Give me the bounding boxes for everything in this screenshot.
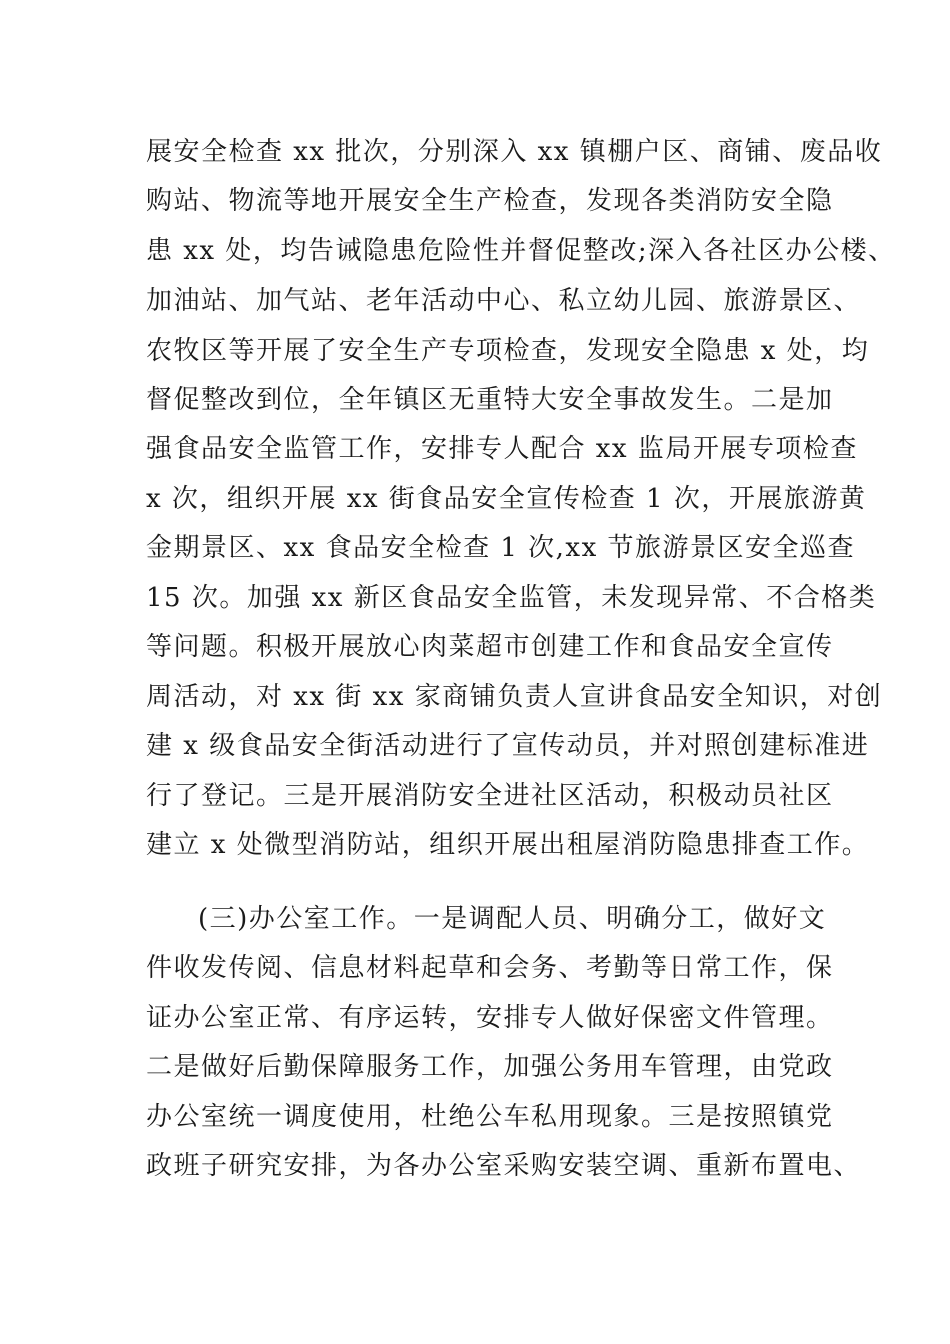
text-line: 农牧区等开展了安全生产专项检查，发现安全隐患 x 处，均 [146, 336, 870, 366]
text-line: 等问题。积极开展放心肉菜超市创建工作和食品安全宣传 [146, 632, 834, 662]
text-line: 行了登记。三是开展消防安全进社区活动，积极动员社区 [146, 781, 834, 811]
text-line: 15 次。加强 xx 新区食品安全监管，未发现异常、不合格类 [146, 583, 877, 613]
text-line: 加油站、加气站、老年活动中心、私立幼儿园、旅游景区、 [146, 286, 862, 316]
text-line: 金期景区、xx 食品安全检查 1 次,xx 节旅游景区安全巡查 [146, 533, 856, 563]
text-line: 周活动，对 xx 街 xx 家商铺负责人宣讲食品安全知识，对创 [146, 682, 883, 712]
text-line: 患 xx 处，均告诫隐患危险性并督促整改;深入各社区办公楼、 [146, 236, 896, 266]
text-line: 强食品安全监管工作，安排专人配合 xx 监局开展专项检查 [146, 434, 858, 464]
text-line: 政班子研究安排，为各办公室采购安装空调、重新布置电、 [146, 1151, 862, 1181]
text-line: 件收发传阅、信息材料起草和会务、考勤等日常工作，保 [146, 953, 834, 983]
text-line: 建立 x 处微型消防站，组织开展出租屋消防隐患排查工作。 [146, 830, 870, 860]
text-line: 展安全检查 xx 批次，分别深入 xx 镇棚户区、商铺、废品收 [146, 137, 883, 167]
text-line: 督促整改到位，全年镇区无重特大安全事故发生。二是加 [146, 385, 834, 415]
text-line: 建 x 级食品安全街活动进行了宣传动员，并对照创建标准进 [146, 731, 870, 761]
text-line: 证办公室正常、有序运转，安排专人做好保密文件管理。 [146, 1003, 834, 1033]
text-line: (三)办公室工作。一是调配人员、明确分工，做好文 [198, 904, 827, 934]
text-line: 办公室统一调度使用，杜绝公车私用现象。三是按照镇党 [146, 1102, 834, 1132]
text-line: 购站、物流等地开展安全生产检查，发现各类消防安全隐 [146, 186, 834, 216]
text-line: x 次，组织开展 xx 街食品安全宣传检查 1 次，开展旅游黄 [146, 484, 867, 514]
text-line: 二是做好后勤保障服务工作，加强公务用车管理，由党政 [146, 1052, 834, 1082]
